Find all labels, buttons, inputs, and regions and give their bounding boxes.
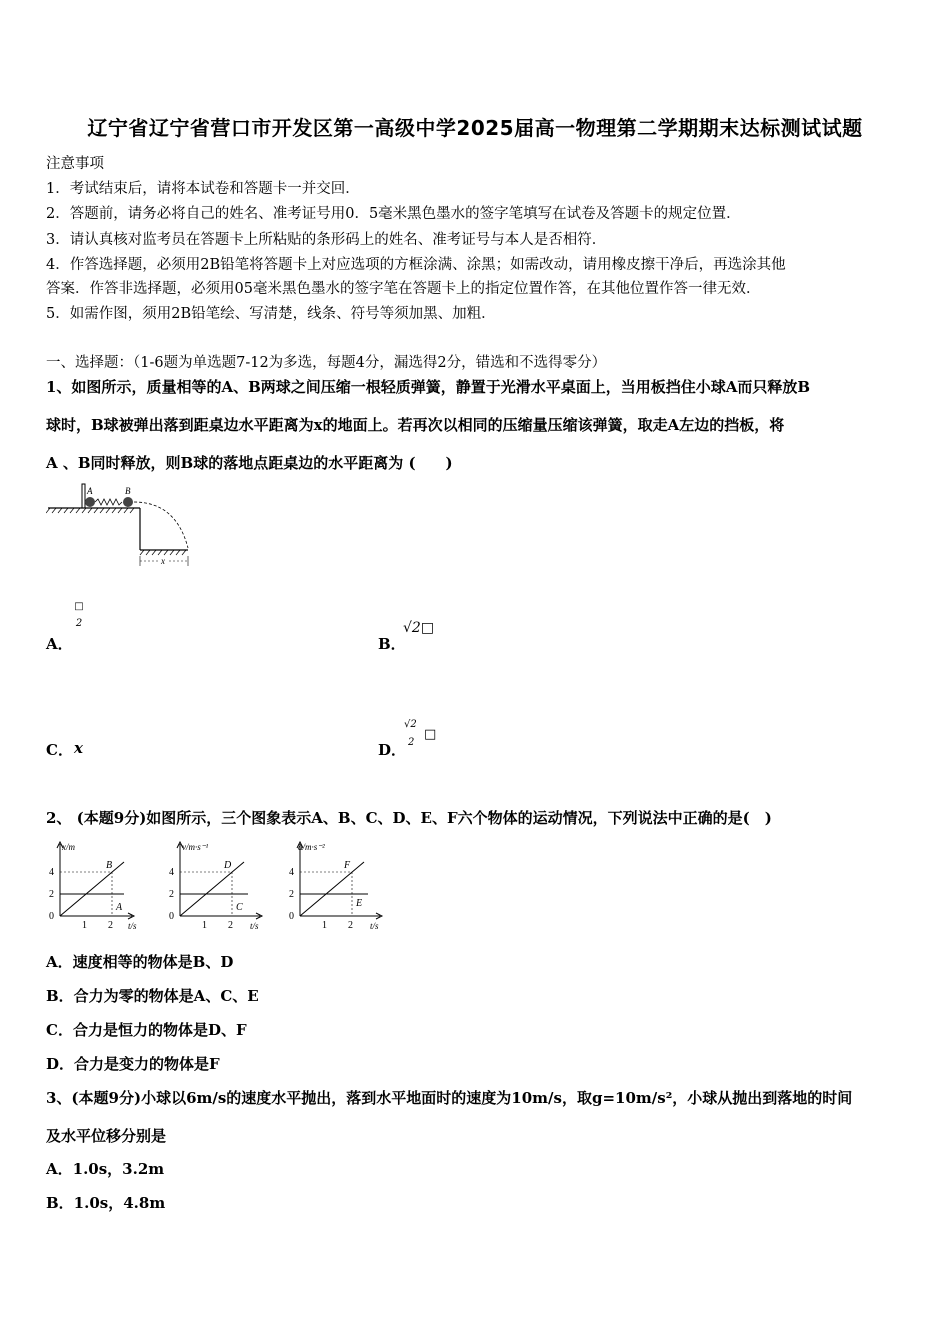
- y-tick: 0: [49, 911, 54, 922]
- graph-xlabel: t/s: [370, 921, 379, 931]
- page-title: 辽宁省辽宁省营口市开发区第一高级中学2025届高一物理第二学期期末达标测试试题: [87, 116, 863, 140]
- graph-ylabel: v/m·s⁻¹: [182, 842, 209, 852]
- ball-a: [85, 497, 95, 507]
- flat-label: E: [356, 898, 363, 909]
- q1-option-c-label: C．: [46, 741, 73, 759]
- x-tick: 1: [82, 920, 87, 931]
- q2-option-c: C．合力是恒力的物体是D、F: [46, 1021, 247, 1039]
- notice-item: 4．作答选择题，必须用2B铅笔将答题卡上对应选项的方框涂满、涂黑；如需改动，请用橡皮擦干净后，再选涂其他: [46, 257, 786, 273]
- q3-stem-line1: 3、(本题9分)小球以6m/s的速度水平抛出，落到水平地面时的速度为10m/s，取g=10m/s²，小球从抛出到落地的时间: [46, 1089, 853, 1107]
- label-b: B: [125, 486, 131, 496]
- graph-xt: [49, 842, 137, 931]
- notice-item: 1．考试结束后，请将本试卷和答题卡一并交回．: [46, 181, 360, 197]
- y-tick: 4: [49, 867, 54, 878]
- q1-option-a-label: A．: [46, 635, 73, 653]
- q1-spring-figure: [46, 480, 206, 572]
- q2-option-a: A．速度相等的物体是B、D: [46, 953, 234, 971]
- flat-label: C: [236, 902, 243, 913]
- notice-heading: 注意事项: [46, 156, 104, 172]
- q3-option-a: A．1.0s，3.2m: [46, 1160, 165, 1178]
- trajectory: [134, 502, 188, 548]
- flat-label: A: [116, 902, 123, 913]
- q1-stem-line1: 1、如图所示，质量相等的A、B两球之间压缩一根轻质弹簧，静置于光滑水平桌面上，当用板挡住小球A而只释放B: [46, 378, 811, 396]
- graph-vt: [169, 842, 262, 931]
- label-x: x: [161, 556, 165, 566]
- y-tick: 0: [289, 911, 294, 922]
- section-heading: 一、选择题：（1-6题为单选题7-12为多选，每题4分，漏选得2分，错选和不选得零分）: [46, 355, 607, 371]
- x-tick: 1: [202, 920, 207, 931]
- q1-option-d-suffix: □: [424, 727, 437, 742]
- x-tick: 2: [228, 920, 233, 931]
- q1-option-b-label: B．: [378, 635, 406, 653]
- q2-option-d: D．合力是变力的物体是F: [46, 1055, 220, 1073]
- x-tick: 1: [322, 920, 327, 931]
- q1-option-d-numerator: √2: [404, 719, 417, 730]
- notice-item: 答案．作答非选择题，必须用05毫米黑色墨水的签字笔在答题卡上的指定位置作答，在其他位置作答一律无效．: [46, 281, 761, 297]
- y-tick: 2: [169, 889, 174, 900]
- graph-ylabel: a/m·s⁻²: [298, 842, 325, 852]
- y-tick: 4: [169, 867, 174, 878]
- line-label: F: [344, 860, 351, 871]
- q2-option-b: B．合力为零的物体是A、C、E: [46, 987, 259, 1005]
- q1-option-a-denominator: 2: [75, 618, 83, 629]
- ball-b: [123, 497, 133, 507]
- graph-ylabel: x/m: [62, 842, 75, 852]
- graph-at: [289, 842, 382, 931]
- q1-option-d-denominator: 2: [408, 737, 415, 748]
- q2-graphs: [46, 838, 391, 936]
- y-tick: 2: [289, 889, 294, 900]
- y-tick: 2: [49, 889, 54, 900]
- x-tick: 2: [108, 920, 113, 931]
- label-a: A: [87, 486, 93, 496]
- notice-item: 3．请认真核对监考员在答题卡上所粘贴的条形码上的姓名、准考证号与本人是否相符．: [46, 232, 607, 248]
- q1-option-c-value: x: [74, 739, 83, 757]
- graph-xlabel: t/s: [128, 921, 137, 931]
- q1-option-d-label: D．: [378, 741, 407, 759]
- q1-option-a-numerator: □: [74, 601, 84, 612]
- q2-stem: 2、 (本题9分)如图所示，三个图象表示A、B、C、D、E、F六个物体的运动情况，下列说法中正确的是( ): [46, 809, 772, 827]
- line-label: B: [106, 860, 113, 871]
- notice-item: 2．答题前，请务必将自己的姓名、准考证号用0．5毫米黑色墨水的签字笔填写在试卷及答题卡的规定位置．: [46, 206, 741, 222]
- x-tick: 2: [348, 920, 353, 931]
- q1-stem-line3: A 、B同时释放，则B球的落地点距桌边的水平距离为 ( ): [46, 454, 453, 472]
- y-tick: 0: [169, 911, 174, 922]
- q3-option-b: B．1.0s，4.8m: [46, 1194, 166, 1212]
- spring: [95, 499, 122, 505]
- q3-stem-line2: 及水平位移分别是: [46, 1127, 167, 1145]
- graph-xlabel: t/s: [250, 921, 259, 931]
- q1-stem-line2: 球时，B球被弹出落到距桌边水平距离为x的地面上。若再次以相同的压缩量压缩该弹簧，取走A左边的挡板，将: [46, 416, 785, 434]
- notice-item: 5．如需作图，须用2B铅笔绘、写清楚，线条、符号等须加黑、加粗．: [46, 306, 496, 322]
- q1-option-b-value: √2□: [403, 620, 435, 636]
- line-label: D: [224, 860, 232, 871]
- y-tick: 4: [289, 867, 294, 878]
